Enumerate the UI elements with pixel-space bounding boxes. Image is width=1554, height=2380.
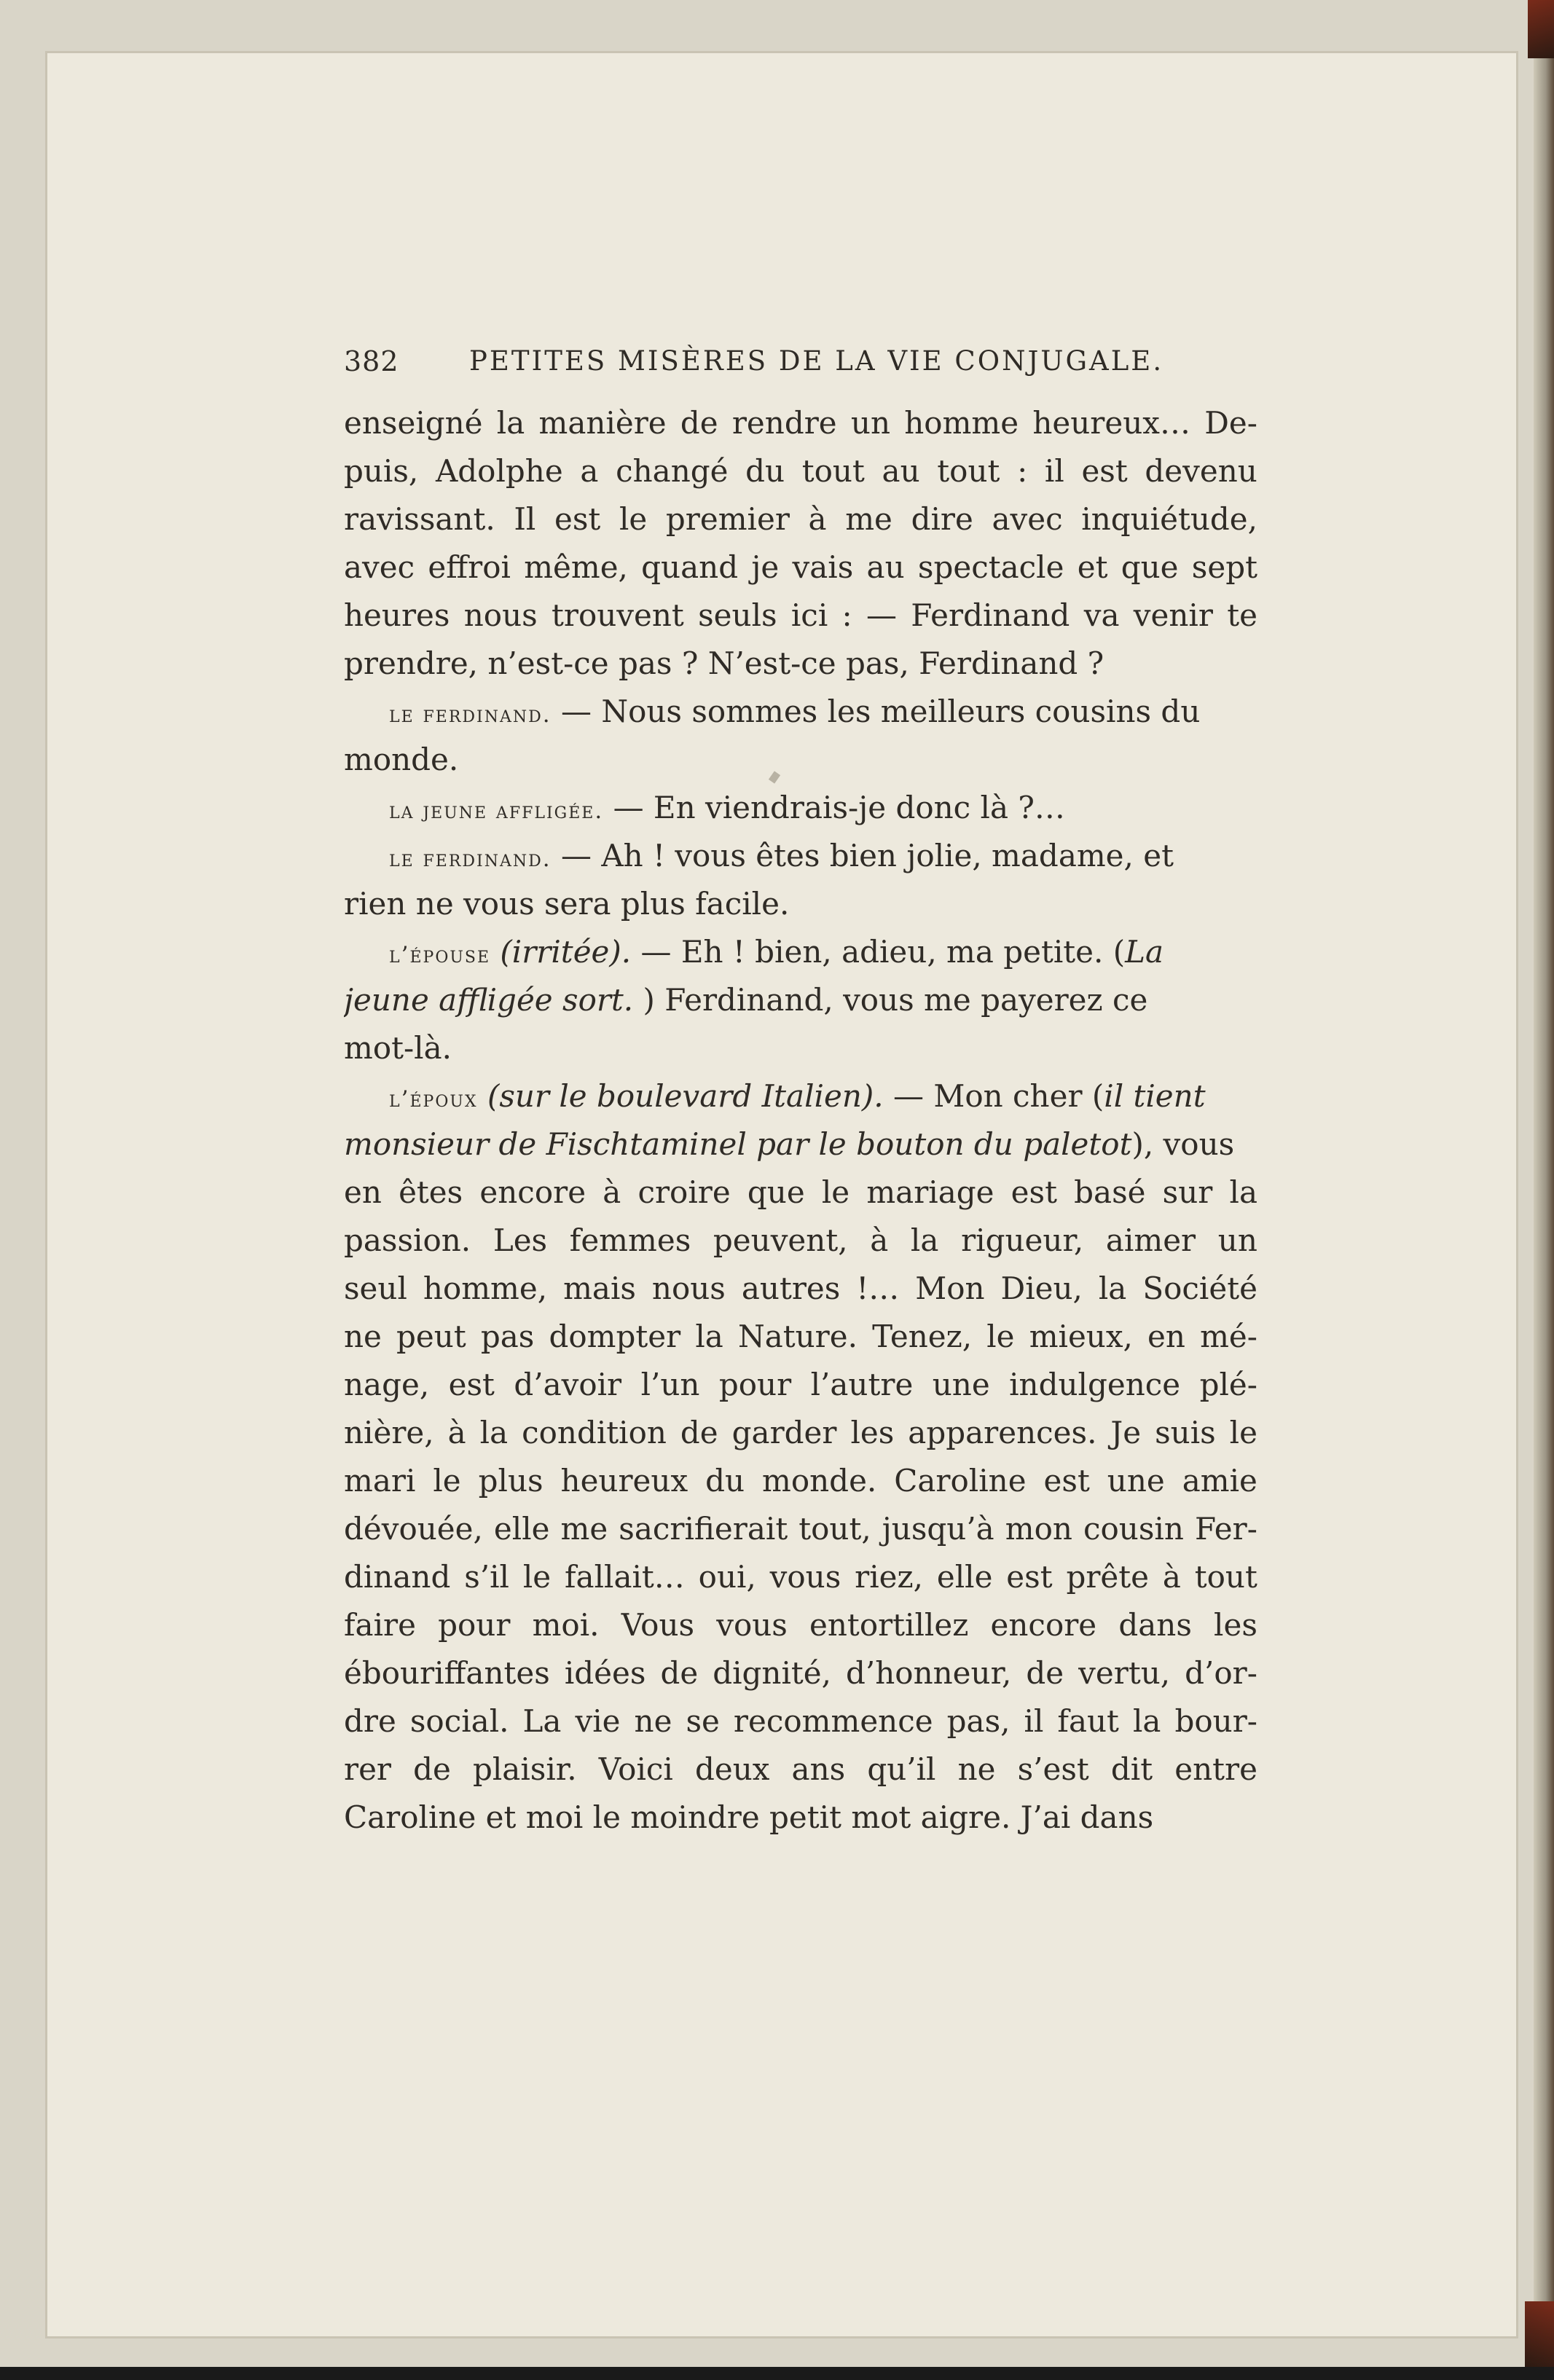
word: nous	[463, 597, 538, 633]
word: en	[1147, 1319, 1185, 1354]
word: ne	[344, 1319, 382, 1354]
word: plaisir.	[472, 1751, 577, 1787]
word: sur	[1162, 1174, 1213, 1210]
text-line	[344, 1601, 1257, 1649]
word: femmes	[569, 1222, 691, 1258]
word: les	[850, 1415, 895, 1450]
word: à	[1162, 1559, 1181, 1595]
word: de	[680, 1415, 718, 1450]
word: à	[870, 1222, 889, 1258]
word: l’autre	[810, 1367, 914, 1402]
word: changé	[616, 453, 729, 489]
word: s’est	[1017, 1751, 1089, 1787]
word: l’un	[640, 1367, 700, 1402]
word: passion.	[344, 1222, 471, 1258]
word: mariage	[866, 1174, 994, 1210]
word: me	[560, 1511, 608, 1547]
word: jusqu’à	[882, 1511, 994, 1547]
word: moi.	[532, 1607, 600, 1643]
word: Caroline	[894, 1463, 1027, 1499]
word: social.	[409, 1703, 509, 1739]
word: De-	[1204, 405, 1257, 441]
word: un	[1217, 1222, 1257, 1258]
text-line	[344, 543, 1257, 592]
word: à	[808, 501, 827, 537]
text-line	[344, 1505, 1257, 1553]
word: d’avoir	[514, 1367, 622, 1402]
word: au	[866, 549, 905, 585]
word: la	[910, 1222, 939, 1258]
dialogue-text: ), vous	[1131, 1126, 1235, 1162]
word: mé-	[1200, 1319, 1257, 1354]
word: quand	[641, 549, 739, 585]
corner-mark	[1525, 2301, 1554, 2367]
word: plé-	[1199, 1367, 1257, 1402]
word: le	[986, 1319, 1015, 1354]
word: la	[695, 1319, 723, 1354]
word: seuls	[698, 597, 777, 633]
stage-direction: La	[1125, 934, 1164, 970]
dialogue-line	[344, 784, 1257, 832]
word: une	[1107, 1463, 1165, 1499]
word: la	[1132, 1703, 1161, 1739]
word: vais	[792, 549, 854, 585]
word: avec	[344, 549, 415, 585]
speaker-name: le ferdinand.	[389, 702, 552, 728]
word: sept	[1191, 549, 1257, 585]
word: Tenez,	[872, 1319, 973, 1354]
word: recommence	[733, 1703, 933, 1739]
word: te	[1227, 597, 1257, 633]
word: plus	[478, 1463, 543, 1499]
word: le	[619, 501, 648, 537]
word: et	[1077, 549, 1108, 585]
word: rendre	[731, 405, 837, 441]
word: dans	[1118, 1607, 1192, 1643]
word: même,	[524, 549, 628, 585]
word: le	[522, 1559, 552, 1595]
text-line	[344, 592, 1257, 640]
word: :	[1017, 453, 1028, 489]
word: du	[745, 453, 785, 489]
word: se	[686, 1703, 720, 1739]
word: entortillez	[809, 1607, 969, 1643]
word: les	[1214, 1607, 1257, 1643]
word: tout	[937, 453, 1000, 489]
word: je	[751, 549, 780, 585]
word: ne	[957, 1751, 996, 1787]
word: que	[747, 1174, 805, 1210]
word: faire	[344, 1607, 416, 1643]
word: heureux…	[1032, 405, 1190, 441]
running-head	[344, 300, 1257, 380]
speaker-name: la jeune affligée.	[389, 798, 604, 824]
stage-direction: jeune affligée sort.	[344, 982, 634, 1018]
text-line	[344, 1361, 1257, 1409]
word: manière	[538, 405, 667, 441]
word: dit	[1110, 1751, 1153, 1787]
word: —	[866, 597, 897, 633]
word: nous	[651, 1270, 726, 1306]
word: venir	[1133, 597, 1213, 633]
text-line	[344, 1553, 1257, 1601]
word: effroi	[428, 549, 511, 585]
word: dévouée,	[344, 1511, 483, 1547]
text-line	[344, 1457, 1257, 1505]
text-line	[344, 399, 1257, 447]
dialogue-text: — Ah ! vous êtes bien jolie, madame, et	[560, 838, 1174, 873]
word: riez,	[855, 1559, 923, 1595]
word: Société	[1142, 1270, 1257, 1306]
word: Il	[514, 501, 536, 537]
word: qu’il	[867, 1751, 936, 1787]
word: trouvent	[552, 597, 684, 633]
stage-direction: (irritée).	[500, 934, 632, 970]
word: ans	[791, 1751, 846, 1787]
word: Dieu,	[1000, 1270, 1083, 1306]
text-line	[344, 1409, 1257, 1457]
word: le	[821, 1174, 850, 1210]
running-title: PETITES MISÈRES DE LA VIE CONJUGALE.	[469, 345, 1164, 377]
dialogue-text: ) Ferdinand, vous me payerez ce	[643, 982, 1148, 1018]
word: oui,	[698, 1559, 756, 1595]
word: dre	[344, 1703, 396, 1739]
word: le	[433, 1463, 461, 1499]
word: ne	[634, 1703, 672, 1739]
word: Fer-	[1194, 1511, 1257, 1547]
word: enseigné	[344, 405, 483, 441]
word: :	[841, 597, 852, 633]
word: vous	[716, 1607, 788, 1643]
word: il	[1044, 453, 1064, 489]
dialogue-text: — En viendrais-je donc là ?…	[613, 790, 1065, 825]
word: Mon	[915, 1270, 985, 1306]
word: un	[850, 405, 891, 441]
page-number: 382	[344, 345, 399, 377]
word: tout	[1194, 1559, 1257, 1595]
text-line: monde.	[344, 742, 459, 777]
word: Ferdinand	[911, 597, 1070, 633]
text-line: mot-là.	[344, 1030, 452, 1066]
word: vertu,	[1078, 1655, 1171, 1691]
text-line: Caroline et moi le moindre petit mot aigre. J’ai dans	[344, 1799, 1154, 1835]
text-line: rien ne vous sera plus facile.	[344, 886, 790, 922]
stage-direction: il tient	[1104, 1078, 1206, 1114]
word: dompter	[549, 1319, 681, 1354]
text-line	[344, 976, 1257, 1024]
word: vous	[769, 1559, 841, 1595]
word: au	[882, 453, 920, 489]
word: Nature.	[737, 1319, 858, 1354]
word: ravissant.	[344, 501, 495, 537]
word: tout	[801, 453, 865, 489]
word: est	[1006, 1559, 1053, 1595]
word: bour-	[1174, 1703, 1257, 1739]
word: elle	[493, 1511, 550, 1547]
speaker-name: le ferdinand.	[389, 846, 552, 872]
dialogue-line	[344, 832, 1257, 880]
word: peut	[396, 1319, 466, 1354]
word: inquiétude,	[1081, 501, 1257, 537]
word: une	[932, 1367, 990, 1402]
word: est	[448, 1367, 495, 1402]
word: que	[1121, 549, 1179, 585]
word: heureux	[560, 1463, 688, 1499]
word: d’honneur,	[846, 1655, 1012, 1691]
word: d’or-	[1185, 1655, 1257, 1691]
text-line	[344, 495, 1257, 543]
word: monde.	[762, 1463, 877, 1499]
dialogue-line	[344, 1072, 1257, 1120]
word: est	[1011, 1174, 1057, 1210]
word: de	[680, 405, 718, 441]
word: vie	[575, 1703, 621, 1739]
word: en	[344, 1174, 382, 1210]
word: fallait…	[565, 1559, 685, 1595]
word: basé	[1074, 1174, 1146, 1210]
word: de	[1026, 1655, 1064, 1691]
word: encore	[479, 1174, 586, 1210]
word: peuvent,	[713, 1222, 848, 1258]
word: est	[1081, 453, 1128, 489]
word: mieux,	[1029, 1319, 1133, 1354]
body-text	[344, 399, 1257, 1842]
word: sacrifierait	[619, 1511, 788, 1547]
word: garder	[731, 1415, 837, 1450]
word: seul	[344, 1270, 407, 1306]
dialogue-line	[344, 928, 1257, 976]
word: ici	[790, 597, 828, 633]
word: aimer	[1105, 1222, 1196, 1258]
word: suis	[1155, 1415, 1216, 1450]
word: à	[447, 1415, 466, 1450]
scan-edge	[0, 2367, 1554, 2380]
word: prête	[1066, 1559, 1149, 1595]
word: dinand	[344, 1559, 451, 1595]
dialogue-text: — Mon cher (	[892, 1078, 1104, 1114]
word: spectacle	[917, 549, 1064, 585]
word: la	[1229, 1174, 1257, 1210]
word: apparences.	[908, 1415, 1097, 1450]
word: dignité,	[713, 1655, 831, 1691]
word: condition	[522, 1415, 667, 1450]
text-line	[344, 1265, 1257, 1313]
word: indulgence	[1009, 1367, 1181, 1402]
word: encore	[990, 1607, 1097, 1643]
word: homme,	[423, 1270, 548, 1306]
word: la	[496, 405, 525, 441]
word: mais	[563, 1270, 636, 1306]
word: premier	[665, 501, 790, 537]
corner-mark	[1528, 0, 1554, 58]
text-line	[344, 1745, 1257, 1794]
word: ébouriffantes	[344, 1655, 550, 1691]
stage-direction: monsieur de Fischtaminel par le bouton du paletot	[344, 1126, 1132, 1162]
word: La	[522, 1703, 562, 1739]
word: rigueur,	[961, 1222, 1084, 1258]
word: s’il	[464, 1559, 509, 1595]
speaker-name: l’épouse	[389, 942, 491, 968]
text-line	[344, 1169, 1257, 1217]
text-line	[344, 1217, 1257, 1265]
word: croire	[637, 1174, 731, 1210]
word: le	[1229, 1415, 1257, 1450]
word: pas,	[946, 1703, 1011, 1739]
word: du	[705, 1463, 745, 1499]
word: de	[413, 1751, 451, 1787]
word: deux	[694, 1751, 770, 1787]
word: rer	[344, 1751, 392, 1787]
word: a	[580, 453, 599, 489]
word: Voici	[598, 1751, 673, 1787]
text-line: prendre, n’est-ce pas ? N’est-ce pas, Ferdinand ?	[344, 645, 1104, 681]
word: Adolphe	[435, 453, 563, 489]
word: dire	[911, 501, 973, 537]
word: la	[1098, 1270, 1127, 1306]
word: devenu	[1145, 453, 1257, 489]
word: homme	[904, 405, 1019, 441]
word: Vous	[621, 1607, 695, 1643]
scan-edge	[1534, 0, 1554, 2380]
stage-direction: (sur le boulevard Italien).	[487, 1078, 884, 1114]
dialogue-text: — Eh ! bien, adieu, ma petite. (	[640, 934, 1126, 970]
word: entre	[1174, 1751, 1257, 1787]
word: êtes	[399, 1174, 463, 1210]
word: autres	[741, 1270, 841, 1306]
word: nière,	[344, 1415, 434, 1450]
word: avec	[992, 501, 1063, 537]
word: de	[660, 1655, 699, 1691]
text-line	[344, 447, 1257, 495]
word: nage,	[344, 1367, 430, 1402]
word: Je	[1110, 1415, 1142, 1450]
word: tout,	[798, 1511, 871, 1547]
word: elle	[936, 1559, 993, 1595]
word: il	[1024, 1703, 1044, 1739]
text-line	[344, 1313, 1257, 1361]
word: pour	[438, 1607, 511, 1643]
word: amie	[1182, 1463, 1257, 1499]
word: mon	[1005, 1511, 1072, 1547]
word: la	[479, 1415, 509, 1450]
word: me	[845, 501, 892, 537]
word: à	[603, 1174, 621, 1210]
word: est	[554, 501, 601, 537]
word: Les	[493, 1222, 548, 1258]
word: cousin	[1083, 1511, 1184, 1547]
word: !…	[856, 1270, 900, 1306]
text-line	[344, 1120, 1257, 1169]
word: pas	[480, 1319, 535, 1354]
speaker-name: l’époux	[389, 1086, 478, 1112]
word: puis,	[344, 453, 419, 489]
word: va	[1083, 597, 1120, 633]
dialogue-text: — Nous sommes les meilleurs cousins du	[560, 694, 1201, 729]
text-line	[344, 1649, 1257, 1697]
word: mari	[344, 1463, 416, 1499]
word: pour	[718, 1367, 792, 1402]
word: est	[1043, 1463, 1090, 1499]
word: heures	[344, 597, 450, 633]
text-line	[344, 1697, 1257, 1745]
word: idées	[564, 1655, 646, 1691]
dialogue-line	[344, 688, 1257, 736]
word: faut	[1057, 1703, 1119, 1739]
